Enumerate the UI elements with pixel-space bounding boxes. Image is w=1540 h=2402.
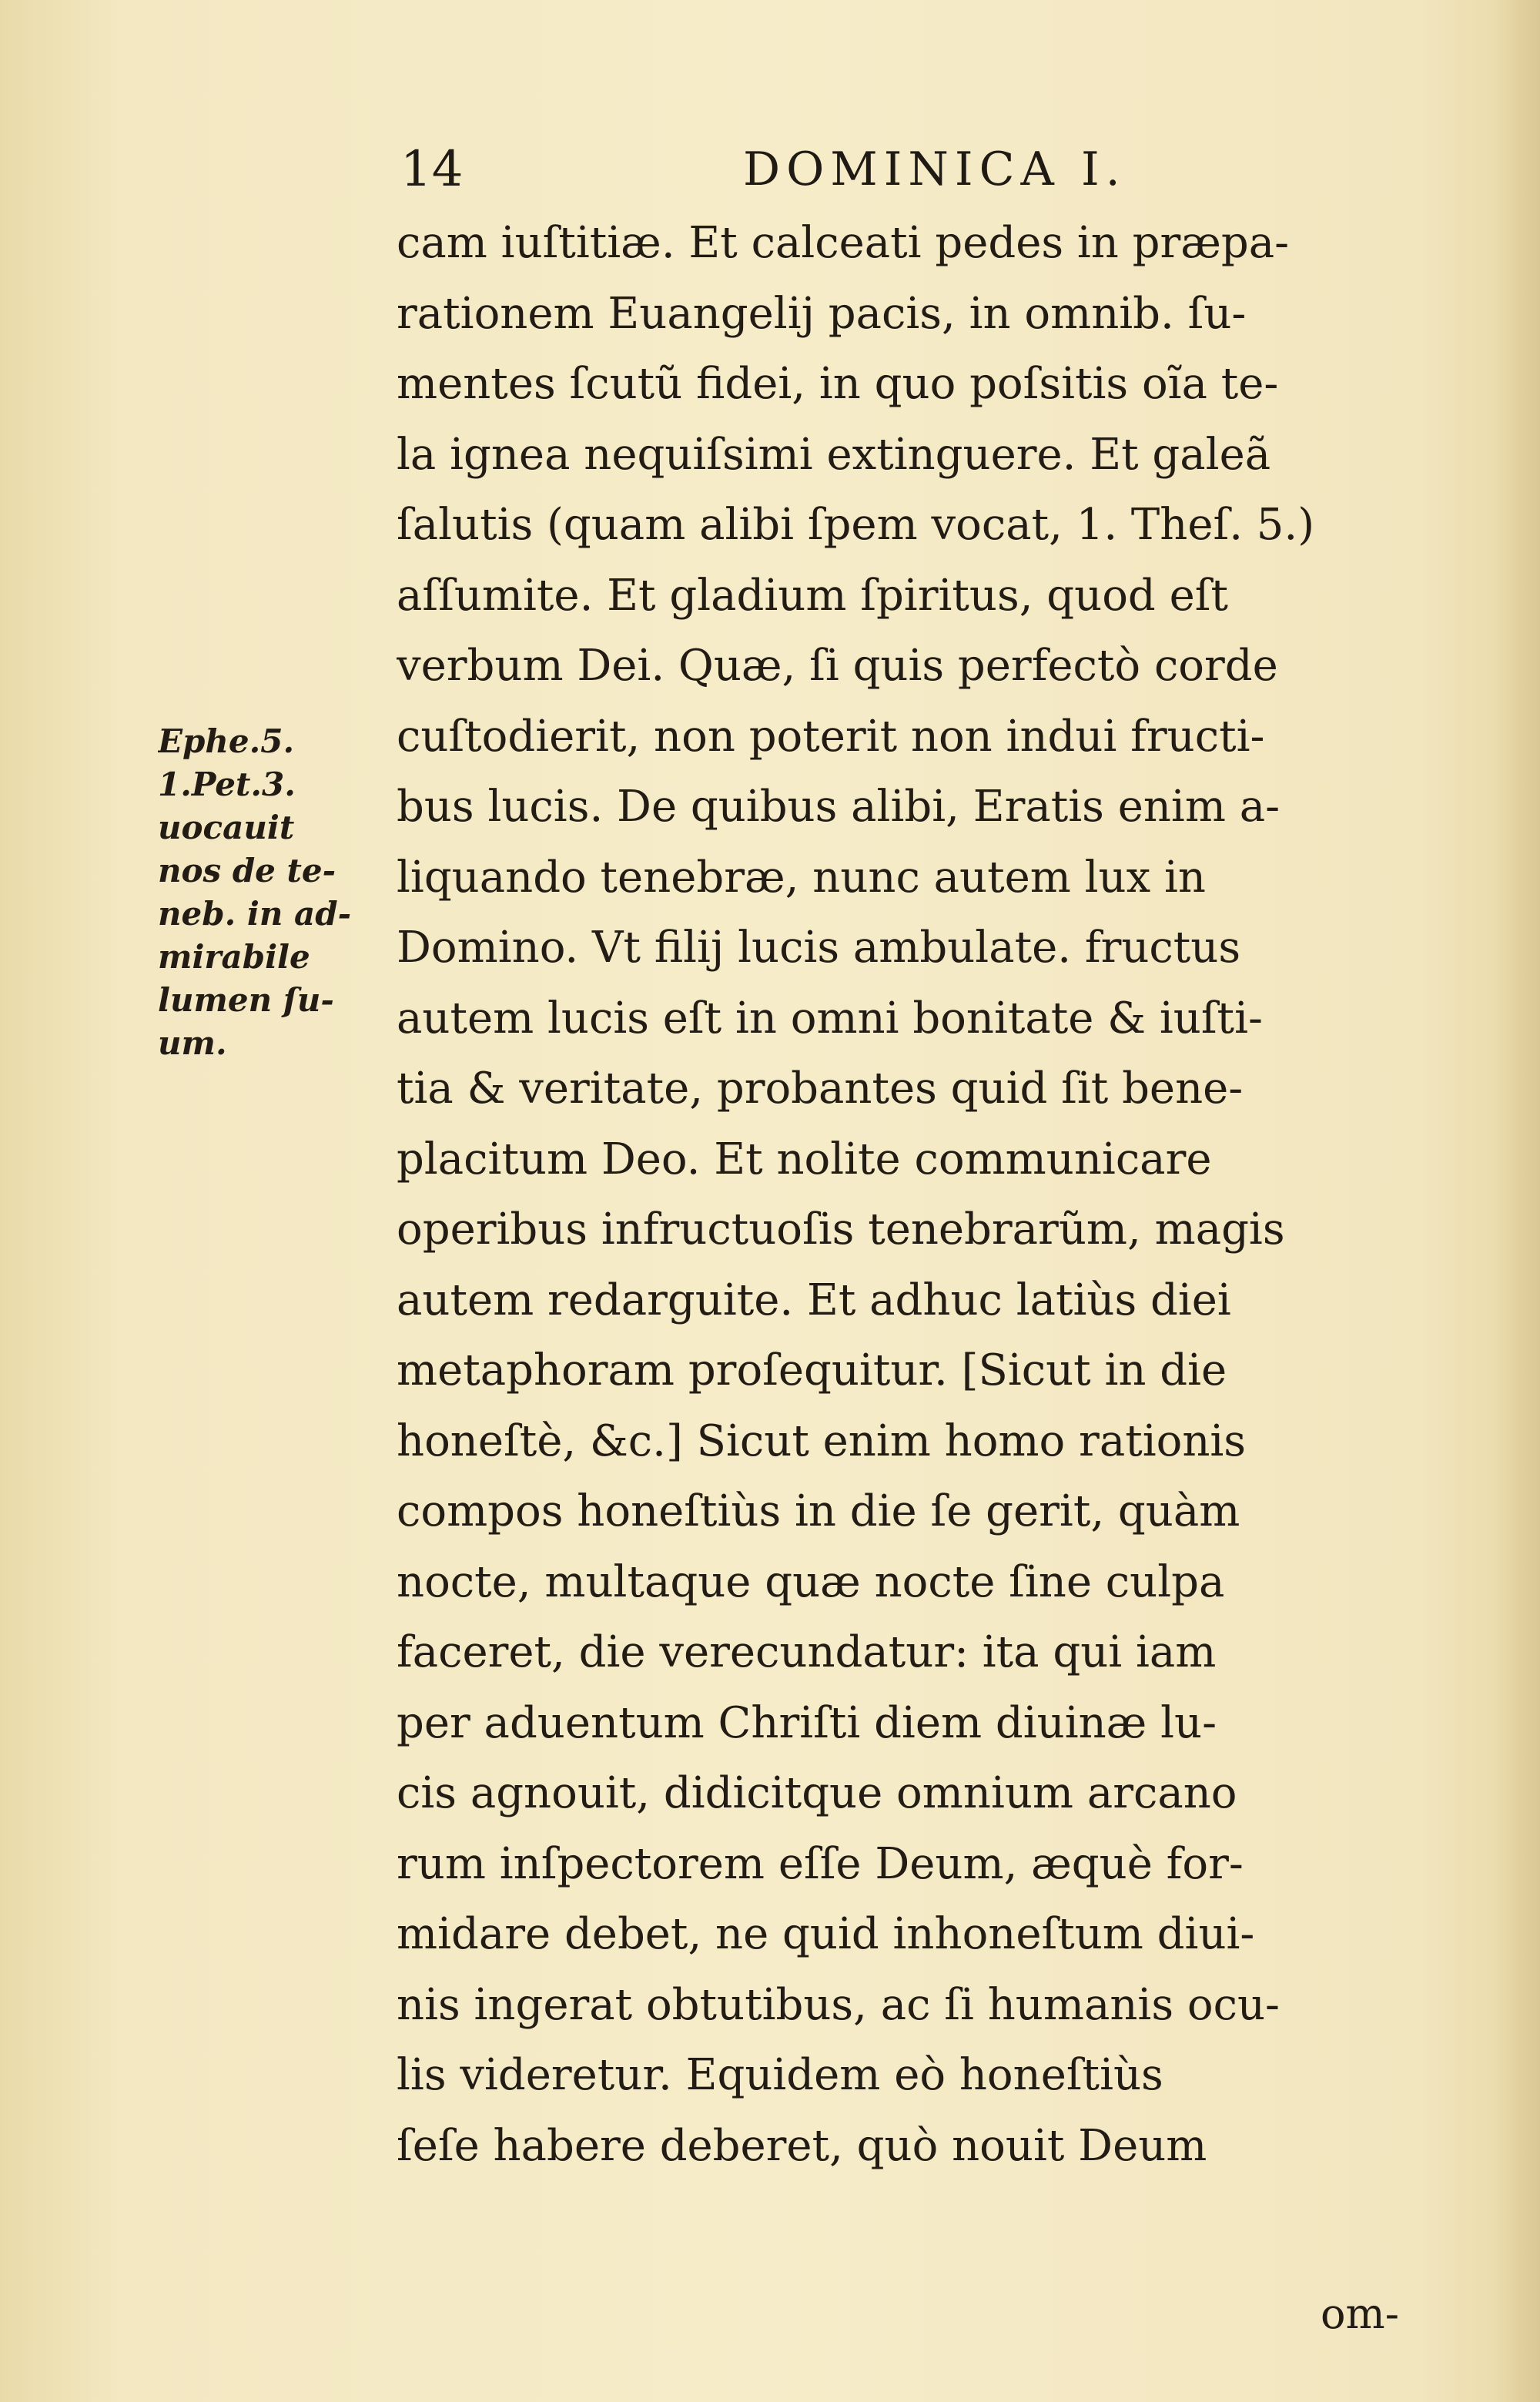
margin-note-line: nos de te- (158, 852, 336, 889)
text-line: autem redarguite. Et adhuc latiùs diei (397, 1275, 1231, 1325)
margin-note-line: mirabile (158, 938, 310, 976)
margin-note-line: um. (158, 1024, 227, 1062)
text-line: metaphoram proſequitur. [Sicut in die (397, 1345, 1227, 1395)
text-line: Domino. Vt filij lucis ambulate. fructus (397, 923, 1241, 973)
text-line: ſalutis (quam alibi ſpem vocat, 1. Theſ. 5.) (397, 500, 1315, 550)
text-line: aſſumite. Et gladium ſpiritus, quod eſt (397, 570, 1228, 621)
text-line: honeſtè, &c.] Sicut enim homo rationis (397, 1415, 1247, 1466)
main-text-block (397, 208, 1432, 2181)
text-line: cuſtodierit, non poterit non indui fructi- (397, 711, 1265, 762)
text-line: operibus infructuoſis tenebrarũm, magis (397, 1204, 1285, 1255)
catchword: om- (1321, 2290, 1399, 2338)
running-title: DOMINICA I. (743, 142, 1127, 196)
text-line: nis ingerat obtutibus, ac ſi humanis ocu- (397, 1979, 1280, 2030)
page-header (400, 135, 1440, 204)
text-line: placitum Deo. Et nolite communicare (397, 1134, 1212, 1184)
margin-note-line: neb. in ad- (158, 895, 351, 933)
text-line: nocte, multaque quæ nocte ſine culpa (397, 1556, 1225, 1607)
text-line: cam iuſtitiæ. Et calceati pedes in præpa- (397, 218, 1290, 268)
margin-note-line: lumen ſu- (158, 981, 334, 1019)
page-edge-shadow (1494, 0, 1540, 2402)
text-line: tia & veritate, probantes quid ſit bene- (397, 1064, 1244, 1114)
text-line: per aduentum Chriſti diem diuinæ lu- (397, 1697, 1217, 1748)
page-number: 14 (400, 141, 464, 198)
text-line: liquando tenebræ, nunc autem lux in (397, 852, 1206, 903)
text-line: bus lucis. De quibus alibi, Eratis enim a- (397, 782, 1281, 832)
text-line: autem lucis eſt in omni bonitate & iuſti- (397, 993, 1263, 1044)
margin-note-line: 1.Pet.3. (158, 765, 296, 803)
text-line: rum inſpectorem eſſe Deum, æquè for- (397, 1838, 1244, 1889)
margin-note-line: Ephe.5. (158, 722, 295, 760)
text-line: ſeſe habere deberet, quò nouit Deum (397, 2120, 1207, 2171)
text-line: faceret, die verecundatur: ita qui iam (397, 1627, 1217, 1677)
text-line: lis videretur. Equidem eò honeſtiùs (397, 2050, 1163, 2100)
margin-note (158, 720, 412, 1065)
text-line: mentes ſcutũ fidei, in quo poſsitis oĩa te- (397, 359, 1279, 409)
text-line: compos honeſtiùs in die ſe gerit, quàm (397, 1486, 1240, 1536)
text-line: rationem Euangelij pacis, in omnib. ſu- (397, 288, 1247, 339)
text-line: la ignea nequiſsimi extinguere. Et galeã (397, 429, 1271, 480)
text-line: cis agnouit, didicitque omnium arcano (397, 1768, 1237, 1818)
margin-note-line: uocauit (158, 809, 295, 846)
text-line: midare debet, ne quid inhoneſtum diui- (397, 1909, 1255, 1959)
text-line: verbum Dei. Quæ, ſi quis perfectò corde (397, 641, 1278, 691)
